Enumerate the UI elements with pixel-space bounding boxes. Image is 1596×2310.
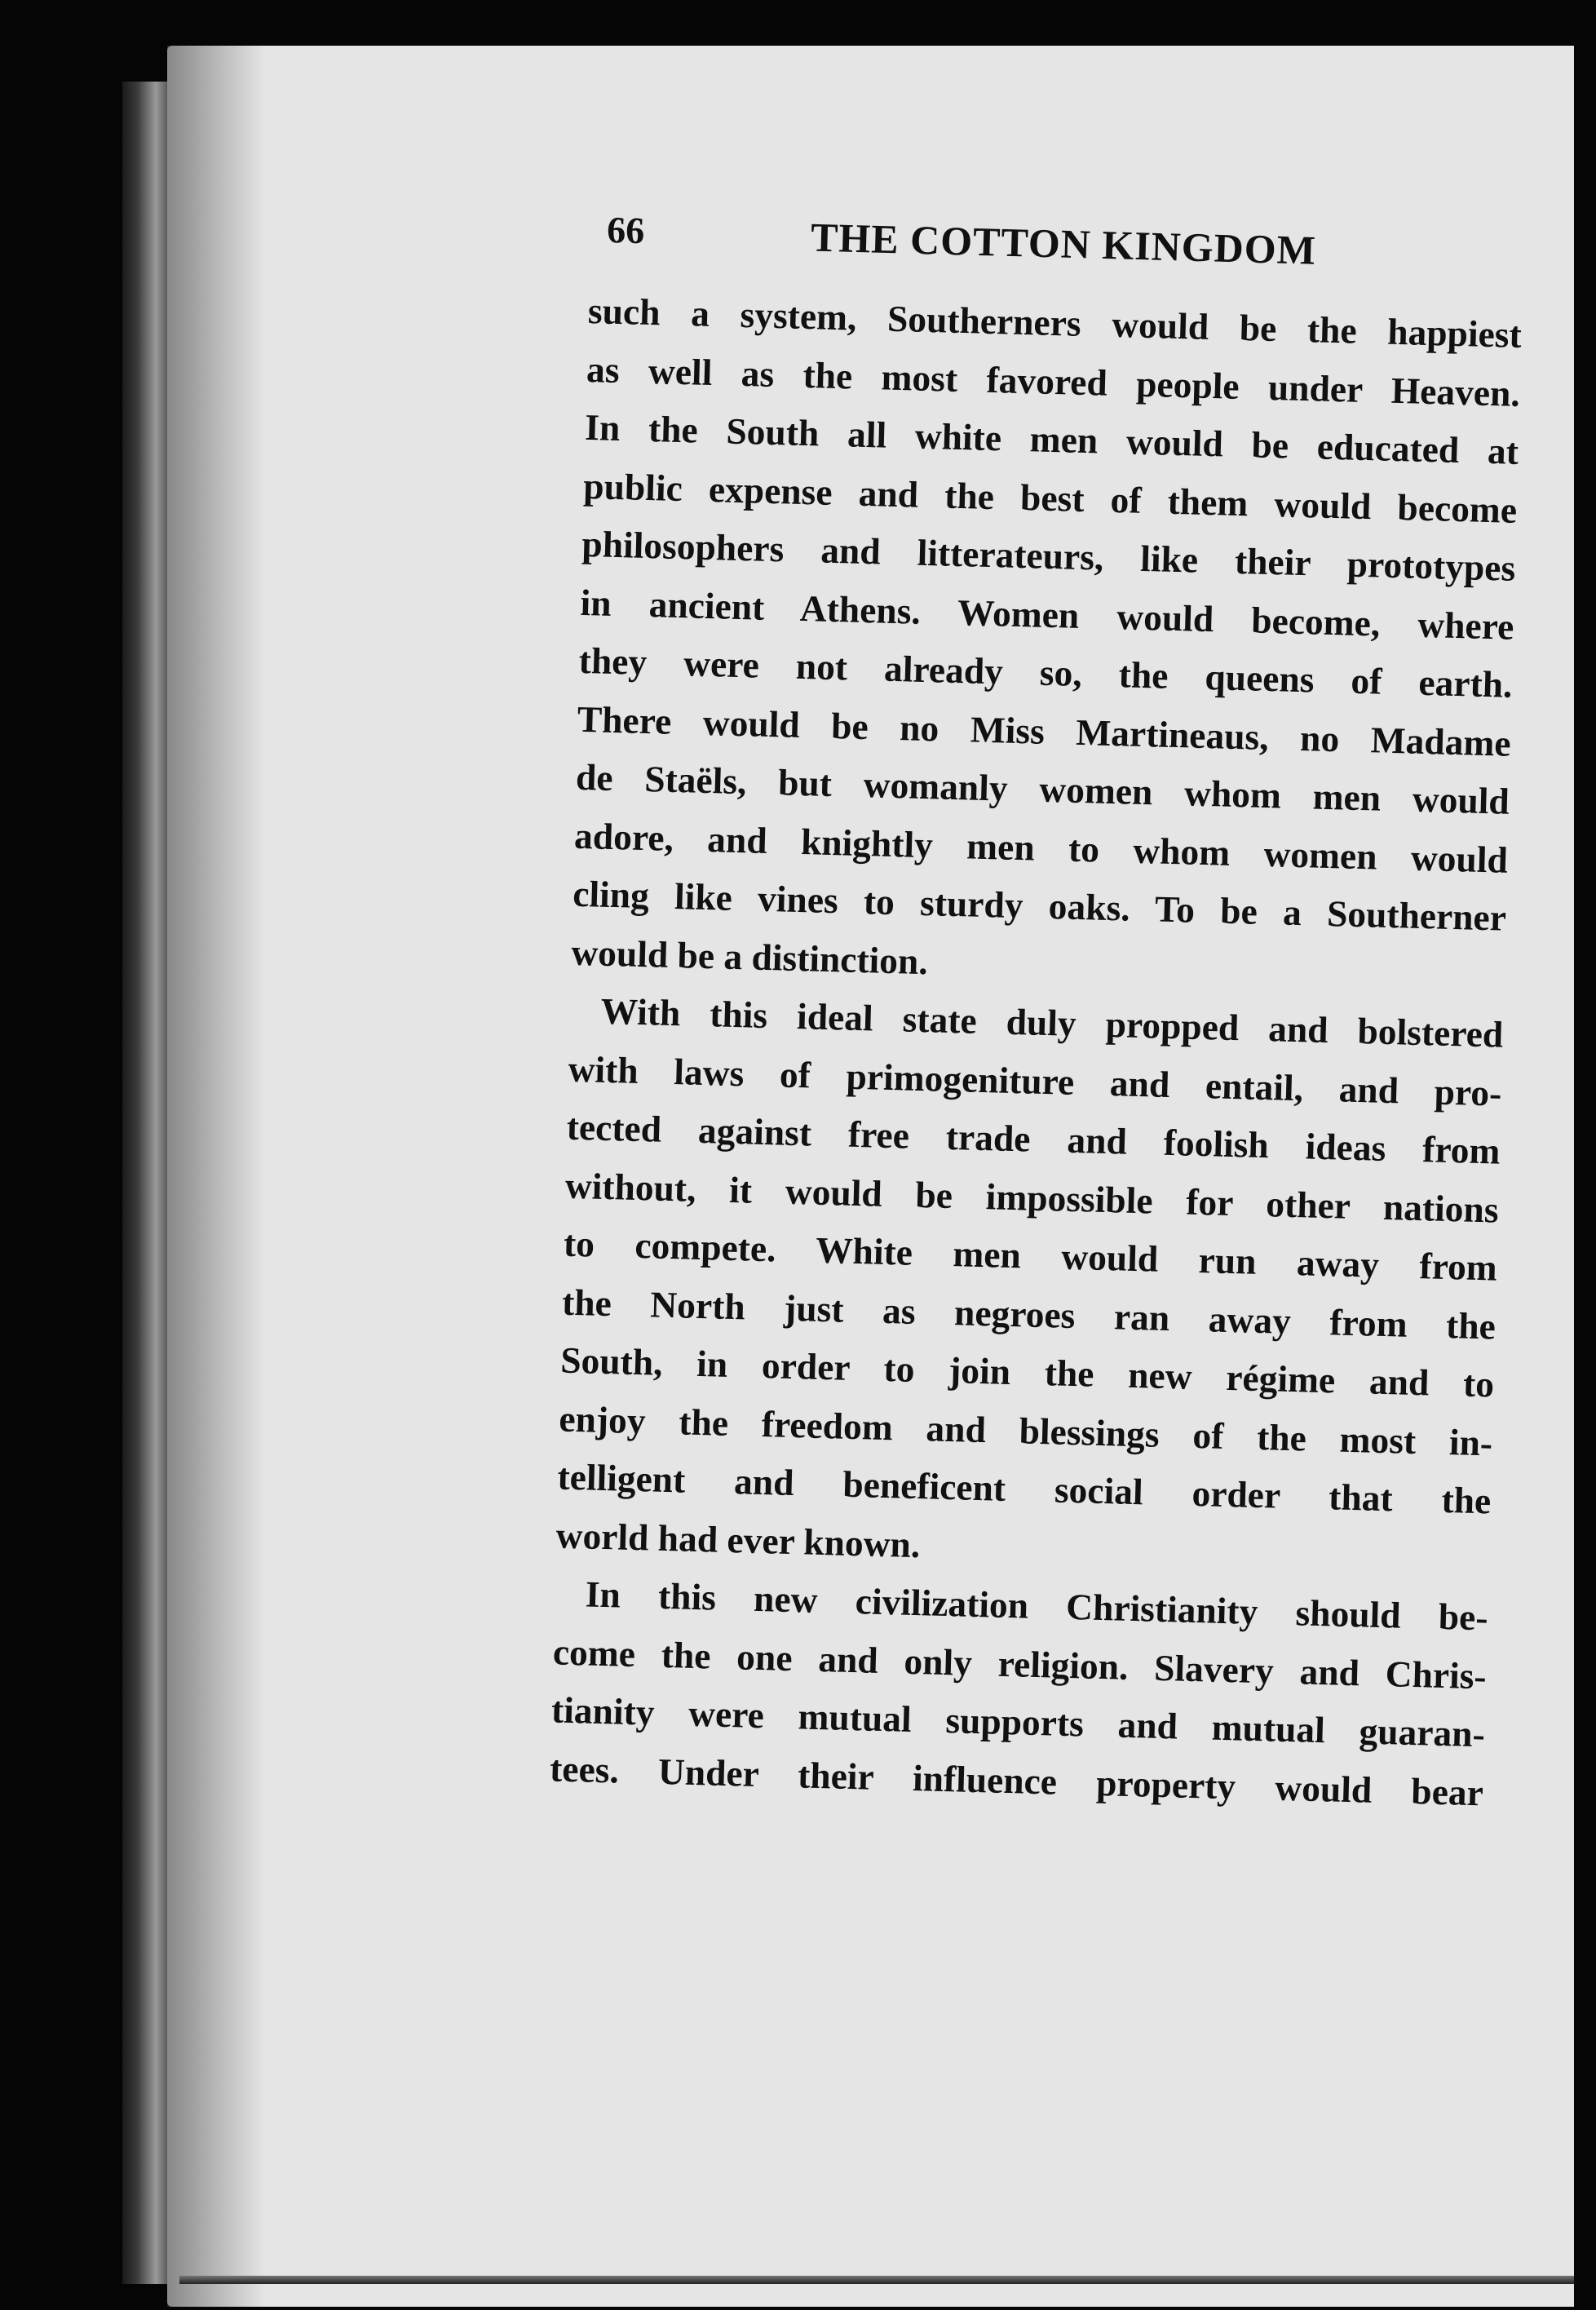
text-line: de Staëls, but womanly women whom men would [575,755,1510,822]
text-line: world had ever known. [555,1513,921,1565]
text-line: tees. Under their influence property would bear [549,1746,1484,1813]
body-text [549,281,1522,1821]
page-header-title: THE COTTON KINGDOM [810,214,1317,273]
text-line: In this new civilization Christianity should be- [585,1573,1489,1639]
text-line: telligent and beneficent social order that the [556,1455,1492,1522]
text-line: philosophers and litterateurs, like their prototypes [581,522,1516,589]
text-line: to compete. White men would run away from [563,1222,1498,1289]
text-line: public expense and the best of them would become [582,464,1518,531]
text-line: would be a distinction. [570,931,929,982]
text-line: South, in order to join the new régime and to [559,1339,1495,1405]
page-number: 66 [606,208,645,252]
text-line: There would be no Miss Martineaus, no Madame [577,697,1512,764]
gutter-shadow [167,46,265,2307]
text-line: in ancient Athens. Women would become, where [580,581,1514,648]
text-line: In the South all white men would be educated at [584,405,1519,472]
text-line: tianity were mutual supports and mutual guaran- [550,1688,1486,1755]
text-line: they were not already so, the queens of earth. [578,639,1514,706]
page-bottom-edge [179,2276,1574,2284]
text-line: without, it would be impossible for other nations [564,1164,1500,1231]
text-line: adore, and knightly men to whom women would [573,814,1509,881]
text-line: come the one and only religion. Slavery and Chris- [552,1630,1488,1697]
text-line: such a system, Southerners would be the happiest [587,289,1523,356]
text-line: tected against free trade and foolish ideas from [566,1105,1501,1172]
text-line: with laws of primogeniture and entail, and pro- [568,1047,1503,1114]
text-line: enjoy the freedom and blessings of the most in- [558,1397,1493,1463]
text-line: With this ideal state duly propped and bolstered [599,989,1504,1055]
text-line: cling like vines to sturdy oaks. To be a Southerner [572,872,1507,939]
text-line: as well as the most favored people under Heaven. [586,347,1521,414]
text-line: the North just as negroes ran away from the [561,1281,1497,1348]
